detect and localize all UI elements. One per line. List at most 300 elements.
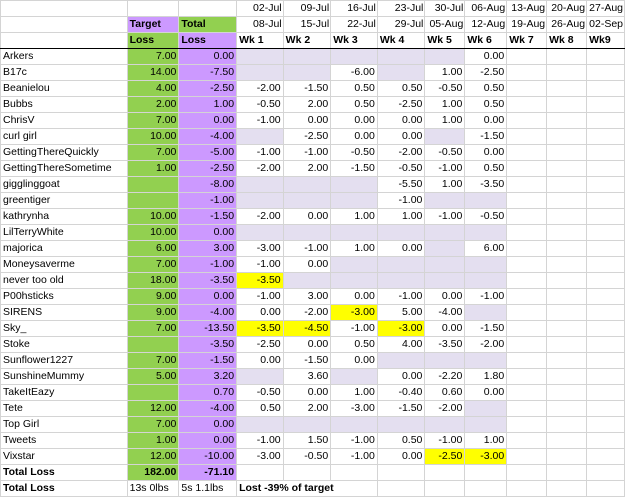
total-cell[interactable]: -4.00 — [179, 129, 237, 145]
week-value-cell[interactable] — [507, 353, 547, 369]
week-value-cell[interactable] — [377, 49, 425, 65]
week-value-cell[interactable]: -2.20 — [425, 369, 465, 385]
week-value-cell[interactable]: -3.00 — [237, 449, 284, 465]
week-value-cell[interactable] — [425, 129, 465, 145]
week-value-cell[interactable] — [507, 161, 547, 177]
target-cell[interactable] — [127, 177, 179, 193]
week-value-cell[interactable]: 0.50 — [237, 401, 284, 417]
week-value-cell[interactable]: 1.00 — [465, 433, 507, 449]
week-value-cell[interactable] — [465, 305, 507, 321]
total-cell[interactable]: -10.00 — [179, 449, 237, 465]
week-value-cell[interactable] — [507, 65, 547, 81]
week-value-cell[interactable]: 1.00 — [425, 65, 465, 81]
week-value-cell[interactable] — [283, 65, 331, 81]
week-value-cell[interactable]: -0.50 — [283, 449, 331, 465]
week-value-cell[interactable]: -1.50 — [465, 321, 507, 337]
empty-cell[interactable] — [465, 481, 507, 497]
member-name[interactable]: Sky_ — [1, 321, 128, 337]
week-value-cell[interactable] — [547, 321, 587, 337]
week-value-cell[interactable]: -5.50 — [377, 177, 425, 193]
week-value-cell[interactable]: -1.00 — [237, 289, 284, 305]
week-value-cell[interactable] — [465, 401, 507, 417]
week-value-cell[interactable]: 0.00 — [283, 385, 331, 401]
week-value-cell[interactable]: -1.00 — [377, 193, 425, 209]
week-value-cell[interactable]: -1.50 — [331, 161, 378, 177]
week-value-cell[interactable]: 0.00 — [377, 369, 425, 385]
total-cell[interactable]: -1.50 — [179, 209, 237, 225]
week-value-cell[interactable] — [237, 65, 284, 81]
week-value-cell[interactable]: 0.50 — [465, 81, 507, 97]
week-value-cell[interactable]: -2.50 — [377, 97, 425, 113]
week-value-cell[interactable]: -2.50 — [237, 337, 284, 353]
week-label[interactable]: Wk 3 — [331, 33, 378, 49]
week-value-cell[interactable]: 0.50 — [377, 81, 425, 97]
week-value-cell[interactable] — [237, 177, 284, 193]
week-value-cell[interactable]: 0.50 — [465, 161, 507, 177]
week-value-cell[interactable]: 0.00 — [377, 241, 425, 257]
week-label[interactable]: Wk9 — [587, 33, 625, 49]
week-value-cell[interactable]: -3.00 — [331, 401, 378, 417]
week-start-date[interactable]: 02-Jul — [237, 1, 284, 17]
empty-cell[interactable] — [425, 465, 465, 481]
week-value-cell[interactable] — [465, 257, 507, 273]
total-cell[interactable]: -1.50 — [179, 353, 237, 369]
week-value-cell[interactable]: 0.00 — [465, 385, 507, 401]
member-name[interactable]: LilTerryWhite — [1, 225, 128, 241]
week-value-cell[interactable] — [507, 449, 547, 465]
target-cell[interactable]: 7.00 — [127, 321, 179, 337]
week-value-cell[interactable] — [331, 177, 378, 193]
week-label[interactable]: Wk 1 — [237, 33, 284, 49]
target-cell[interactable]: 9.00 — [127, 289, 179, 305]
week-value-cell[interactable]: 0.00 — [377, 129, 425, 145]
week-end-date[interactable]: 26-Aug — [547, 17, 587, 33]
target-cell[interactable]: 10.00 — [127, 129, 179, 145]
member-name[interactable]: Sunflower1227 — [1, 353, 128, 369]
week-value-cell[interactable] — [237, 193, 284, 209]
total-cell[interactable]: -3.50 — [179, 337, 237, 353]
total-cell[interactable]: 0.70 — [179, 385, 237, 401]
week-value-cell[interactable]: -1.00 — [425, 209, 465, 225]
week-value-cell[interactable] — [587, 353, 625, 369]
week-value-cell[interactable] — [547, 129, 587, 145]
week-value-cell[interactable] — [465, 353, 507, 369]
week-value-cell[interactable] — [547, 49, 587, 65]
week-value-cell[interactable]: -0.50 — [237, 385, 284, 401]
week-value-cell[interactable]: -2.00 — [425, 401, 465, 417]
week-value-cell[interactable]: 0.50 — [331, 97, 378, 113]
week-value-cell[interactable]: -1.00 — [425, 161, 465, 177]
member-name[interactable]: kathrynha — [1, 209, 128, 225]
week-value-cell[interactable]: 1.00 — [331, 241, 378, 257]
week-value-cell[interactable]: 1.80 — [465, 369, 507, 385]
week-value-cell[interactable]: 2.00 — [283, 161, 331, 177]
week-value-cell[interactable]: -0.50 — [425, 145, 465, 161]
week-value-cell[interactable]: -0.40 — [377, 385, 425, 401]
week-value-cell[interactable] — [587, 385, 625, 401]
summary-target[interactable]: 13s 0lbs — [127, 481, 179, 497]
member-name[interactable]: P00hsticks — [1, 289, 128, 305]
week-value-cell[interactable] — [547, 65, 587, 81]
week-value-cell[interactable]: -3.50 — [237, 321, 284, 337]
week-value-cell[interactable]: 2.00 — [283, 401, 331, 417]
week-value-cell[interactable] — [507, 305, 547, 321]
week-value-cell[interactable]: -2.00 — [237, 209, 284, 225]
week-value-cell[interactable] — [587, 401, 625, 417]
week-start-date[interactable]: 16-Jul — [331, 1, 378, 17]
week-label[interactable]: Wk 8 — [547, 33, 587, 49]
week-value-cell[interactable]: 0.50 — [377, 433, 425, 449]
week-value-cell[interactable]: -2.00 — [377, 145, 425, 161]
week-value-cell[interactable]: 4.00 — [377, 337, 425, 353]
total-cell[interactable]: 1.00 — [179, 97, 237, 113]
member-name[interactable]: B17c — [1, 65, 128, 81]
week-end-date[interactable]: 15-Jul — [283, 17, 331, 33]
week-value-cell[interactable]: -1.00 — [331, 449, 378, 465]
week-value-cell[interactable]: -1.50 — [283, 353, 331, 369]
week-value-cell[interactable] — [587, 449, 625, 465]
target-cell[interactable]: 10.00 — [127, 209, 179, 225]
week-value-cell[interactable] — [507, 369, 547, 385]
target-cell[interactable]: 7.00 — [127, 113, 179, 129]
week-end-date[interactable]: 29-Jul — [377, 17, 425, 33]
week-value-cell[interactable] — [331, 225, 378, 241]
empty-cell[interactable] — [587, 465, 625, 481]
week-value-cell[interactable]: 0.00 — [377, 449, 425, 465]
empty-cell[interactable] — [331, 465, 378, 481]
week-value-cell[interactable] — [547, 97, 587, 113]
week-value-cell[interactable] — [377, 257, 425, 273]
week-value-cell[interactable] — [507, 385, 547, 401]
week-label[interactable]: Wk 6 — [465, 33, 507, 49]
week-value-cell[interactable]: 6.00 — [465, 241, 507, 257]
target-cell[interactable]: 12.00 — [127, 449, 179, 465]
week-end-date[interactable]: 12-Aug — [465, 17, 507, 33]
week-value-cell[interactable]: 0.00 — [331, 113, 378, 129]
week-value-cell[interactable] — [507, 401, 547, 417]
week-value-cell[interactable]: 1.00 — [377, 209, 425, 225]
header-cell[interactable] — [1, 33, 128, 49]
empty-cell[interactable] — [507, 465, 547, 481]
week-value-cell[interactable]: 1.00 — [425, 97, 465, 113]
week-value-cell[interactable] — [587, 97, 625, 113]
week-value-cell[interactable] — [547, 337, 587, 353]
total-cell[interactable]: -4.00 — [179, 401, 237, 417]
header-cell[interactable] — [179, 1, 237, 17]
week-value-cell[interactable] — [547, 241, 587, 257]
total-header[interactable]: Total — [179, 17, 237, 33]
week-value-cell[interactable] — [587, 161, 625, 177]
member-name[interactable]: Stoke — [1, 337, 128, 353]
week-value-cell[interactable]: -3.50 — [425, 337, 465, 353]
week-value-cell[interactable]: 0.00 — [465, 49, 507, 65]
week-value-cell[interactable] — [425, 417, 465, 433]
week-value-cell[interactable]: -1.50 — [465, 129, 507, 145]
week-value-cell[interactable] — [547, 145, 587, 161]
week-value-cell[interactable] — [547, 417, 587, 433]
target-cell[interactable]: 14.00 — [127, 65, 179, 81]
week-value-cell[interactable]: -1.50 — [377, 401, 425, 417]
member-name[interactable]: gigglinggoat — [1, 177, 128, 193]
week-value-cell[interactable]: -3.00 — [377, 321, 425, 337]
empty-cell[interactable] — [587, 481, 625, 497]
header-cell[interactable] — [1, 17, 128, 33]
total-cell[interactable]: 0.00 — [179, 289, 237, 305]
summary-label[interactable]: Total Loss — [1, 481, 128, 497]
week-value-cell[interactable]: 0.00 — [237, 305, 284, 321]
week-value-cell[interactable]: 1.50 — [283, 433, 331, 449]
week-value-cell[interactable] — [547, 449, 587, 465]
week-value-cell[interactable]: 0.00 — [331, 289, 378, 305]
week-value-cell[interactable] — [465, 193, 507, 209]
header-cell[interactable] — [127, 1, 179, 17]
week-value-cell[interactable]: -2.50 — [283, 129, 331, 145]
week-value-cell[interactable]: -1.00 — [283, 145, 331, 161]
header-cell[interactable] — [1, 1, 128, 17]
week-value-cell[interactable]: -1.00 — [237, 433, 284, 449]
total-label[interactable]: Total Loss — [1, 465, 128, 481]
target-header[interactable]: Target — [127, 17, 179, 33]
week-value-cell[interactable] — [237, 49, 284, 65]
week-value-cell[interactable] — [377, 273, 425, 289]
member-name[interactable]: Beanielou — [1, 81, 128, 97]
week-value-cell[interactable]: -3.50 — [237, 273, 284, 289]
week-start-date[interactable]: 13-Aug — [507, 1, 547, 17]
week-value-cell[interactable]: -1.00 — [237, 145, 284, 161]
total-cell[interactable]: -7.50 — [179, 65, 237, 81]
week-value-cell[interactable] — [587, 417, 625, 433]
week-value-cell[interactable] — [237, 417, 284, 433]
week-value-cell[interactable] — [331, 369, 378, 385]
week-value-cell[interactable] — [587, 65, 625, 81]
week-value-cell[interactable]: 0.00 — [331, 353, 378, 369]
week-label[interactable]: Wk 5 — [425, 33, 465, 49]
week-value-cell[interactable]: -0.50 — [377, 161, 425, 177]
week-value-cell[interactable] — [547, 385, 587, 401]
week-value-cell[interactable]: 0.00 — [377, 113, 425, 129]
week-start-date[interactable]: 20-Aug — [547, 1, 587, 17]
total-cell[interactable]: -8.00 — [179, 177, 237, 193]
week-value-cell[interactable] — [587, 129, 625, 145]
week-value-cell[interactable]: -2.50 — [425, 449, 465, 465]
total-cell[interactable]: 0.00 — [179, 49, 237, 65]
empty-cell[interactable] — [547, 481, 587, 497]
week-value-cell[interactable] — [507, 49, 547, 65]
week-value-cell[interactable]: -1.00 — [331, 321, 378, 337]
week-value-cell[interactable]: -0.50 — [237, 97, 284, 113]
week-value-cell[interactable]: -2.00 — [283, 305, 331, 321]
week-value-cell[interactable] — [331, 417, 378, 433]
week-value-cell[interactable] — [547, 401, 587, 417]
week-value-cell[interactable] — [587, 49, 625, 65]
week-value-cell[interactable]: 0.50 — [331, 81, 378, 97]
target-cell[interactable] — [127, 193, 179, 209]
week-value-cell[interactable] — [587, 225, 625, 241]
week-start-date[interactable]: 23-Jul — [377, 1, 425, 17]
week-label[interactable]: Wk 2 — [283, 33, 331, 49]
week-value-cell[interactable] — [587, 113, 625, 129]
empty-cell[interactable] — [237, 465, 284, 481]
week-value-cell[interactable]: 3.00 — [283, 289, 331, 305]
week-value-cell[interactable] — [587, 337, 625, 353]
week-value-cell[interactable]: 1.00 — [425, 177, 465, 193]
week-value-cell[interactable] — [507, 209, 547, 225]
empty-cell[interactable] — [283, 465, 331, 481]
week-value-cell[interactable]: 2.00 — [283, 97, 331, 113]
total-cell[interactable]: -1.00 — [179, 257, 237, 273]
week-value-cell[interactable] — [377, 417, 425, 433]
week-value-cell[interactable]: -2.00 — [465, 337, 507, 353]
week-value-cell[interactable] — [283, 193, 331, 209]
empty-cell[interactable] — [377, 465, 425, 481]
week-value-cell[interactable]: 0.00 — [283, 337, 331, 353]
week-value-cell[interactable]: 0.50 — [331, 337, 378, 353]
target-cell[interactable]: 5.00 — [127, 369, 179, 385]
total-cell[interactable]: 0.00 — [179, 417, 237, 433]
week-value-cell[interactable] — [587, 177, 625, 193]
member-name[interactable]: Tete — [1, 401, 128, 417]
week-value-cell[interactable] — [547, 81, 587, 97]
week-value-cell[interactable] — [547, 257, 587, 273]
empty-cell[interactable] — [507, 481, 547, 497]
member-name[interactable]: Top Girl — [1, 417, 128, 433]
week-value-cell[interactable] — [425, 353, 465, 369]
week-value-cell[interactable] — [377, 353, 425, 369]
week-label[interactable]: Wk 4 — [377, 33, 425, 49]
week-value-cell[interactable]: -1.00 — [331, 433, 378, 449]
week-value-cell[interactable] — [587, 209, 625, 225]
week-value-cell[interactable] — [547, 273, 587, 289]
week-value-cell[interactable] — [507, 97, 547, 113]
week-value-cell[interactable]: -0.50 — [465, 209, 507, 225]
total-target[interactable]: 182.00 — [127, 465, 179, 481]
week-value-cell[interactable] — [377, 225, 425, 241]
week-value-cell[interactable] — [331, 49, 378, 65]
member-name[interactable]: TakeItEazy — [1, 385, 128, 401]
week-value-cell[interactable]: -2.00 — [237, 81, 284, 97]
week-value-cell[interactable]: -3.50 — [465, 177, 507, 193]
total-cell[interactable]: -1.00 — [179, 193, 237, 209]
week-value-cell[interactable] — [587, 193, 625, 209]
summary-note[interactable]: Lost -39% of target — [237, 481, 378, 497]
week-value-cell[interactable] — [377, 65, 425, 81]
week-value-cell[interactable] — [587, 369, 625, 385]
week-value-cell[interactable] — [507, 433, 547, 449]
total-cell[interactable]: 3.00 — [179, 241, 237, 257]
week-value-cell[interactable]: -0.50 — [425, 81, 465, 97]
week-value-cell[interactable] — [507, 193, 547, 209]
week-value-cell[interactable] — [587, 81, 625, 97]
week-value-cell[interactable] — [547, 161, 587, 177]
member-name[interactable]: greentiger — [1, 193, 128, 209]
week-value-cell[interactable]: -1.00 — [237, 257, 284, 273]
member-name[interactable]: ChrisV — [1, 113, 128, 129]
week-value-cell[interactable] — [507, 241, 547, 257]
week-value-cell[interactable]: 0.00 — [283, 257, 331, 273]
week-value-cell[interactable]: 1.00 — [425, 113, 465, 129]
week-value-cell[interactable]: -1.00 — [237, 113, 284, 129]
week-value-cell[interactable] — [547, 193, 587, 209]
week-value-cell[interactable] — [587, 433, 625, 449]
week-value-cell[interactable] — [507, 273, 547, 289]
member-name[interactable]: Bubbs — [1, 97, 128, 113]
week-value-cell[interactable] — [547, 113, 587, 129]
week-value-cell[interactable]: 0.00 — [237, 353, 284, 369]
total-cell[interactable]: -5.00 — [179, 145, 237, 161]
week-value-cell[interactable] — [425, 273, 465, 289]
week-value-cell[interactable] — [331, 257, 378, 273]
week-value-cell[interactable] — [507, 289, 547, 305]
week-value-cell[interactable] — [237, 129, 284, 145]
week-value-cell[interactable]: -2.50 — [465, 65, 507, 81]
week-value-cell[interactable]: -3.00 — [465, 449, 507, 465]
week-value-cell[interactable] — [237, 369, 284, 385]
week-value-cell[interactable] — [507, 417, 547, 433]
week-value-cell[interactable]: 0.00 — [425, 321, 465, 337]
target-cell[interactable]: 7.00 — [127, 353, 179, 369]
week-value-cell[interactable]: 0.60 — [425, 385, 465, 401]
week-value-cell[interactable] — [425, 241, 465, 257]
member-name[interactable]: SIRENS — [1, 305, 128, 321]
empty-cell[interactable] — [425, 481, 465, 497]
total-cell[interactable]: -2.50 — [179, 81, 237, 97]
target-loss-header[interactable]: Loss — [127, 33, 179, 49]
empty-cell[interactable] — [377, 481, 425, 497]
week-value-cell[interactable] — [547, 225, 587, 241]
total-cell[interactable]: -2.50 — [179, 161, 237, 177]
week-end-date[interactable]: 19-Aug — [507, 17, 547, 33]
week-value-cell[interactable] — [547, 305, 587, 321]
total-cell[interactable]: 3.20 — [179, 369, 237, 385]
target-cell[interactable]: 7.00 — [127, 417, 179, 433]
week-value-cell[interactable]: 0.00 — [283, 209, 331, 225]
week-value-cell[interactable] — [465, 417, 507, 433]
member-name[interactable]: Vixstar — [1, 449, 128, 465]
member-name[interactable]: GettingThereSometime — [1, 161, 128, 177]
week-value-cell[interactable] — [547, 177, 587, 193]
total-cell[interactable]: 0.00 — [179, 433, 237, 449]
week-value-cell[interactable]: -1.00 — [377, 289, 425, 305]
week-start-date[interactable]: 06-Aug — [465, 1, 507, 17]
week-value-cell[interactable]: -4.00 — [425, 305, 465, 321]
week-value-cell[interactable] — [283, 225, 331, 241]
week-value-cell[interactable] — [507, 129, 547, 145]
week-end-date[interactable]: 22-Jul — [331, 17, 378, 33]
week-value-cell[interactable] — [283, 49, 331, 65]
week-value-cell[interactable] — [547, 353, 587, 369]
week-start-date[interactable]: 27-Aug — [587, 1, 625, 17]
week-value-cell[interactable]: -1.00 — [283, 241, 331, 257]
week-label[interactable]: Wk 7 — [507, 33, 547, 49]
week-value-cell[interactable] — [237, 225, 284, 241]
week-value-cell[interactable] — [507, 337, 547, 353]
week-value-cell[interactable]: -4.50 — [283, 321, 331, 337]
week-end-date[interactable]: 05-Aug — [425, 17, 465, 33]
week-value-cell[interactable]: 3.60 — [283, 369, 331, 385]
week-value-cell[interactable]: -3.00 — [237, 241, 284, 257]
week-end-date[interactable]: 08-Jul — [237, 17, 284, 33]
week-value-cell[interactable]: -1.00 — [425, 433, 465, 449]
week-value-cell[interactable] — [547, 369, 587, 385]
week-value-cell[interactable]: 1.00 — [331, 385, 378, 401]
total-cell[interactable]: -4.00 — [179, 305, 237, 321]
target-cell[interactable]: 9.00 — [127, 305, 179, 321]
total-cell[interactable]: -3.50 — [179, 273, 237, 289]
total-cell[interactable]: -13.50 — [179, 321, 237, 337]
week-value-cell[interactable]: -2.00 — [237, 161, 284, 177]
week-value-cell[interactable] — [507, 225, 547, 241]
week-value-cell[interactable] — [507, 81, 547, 97]
